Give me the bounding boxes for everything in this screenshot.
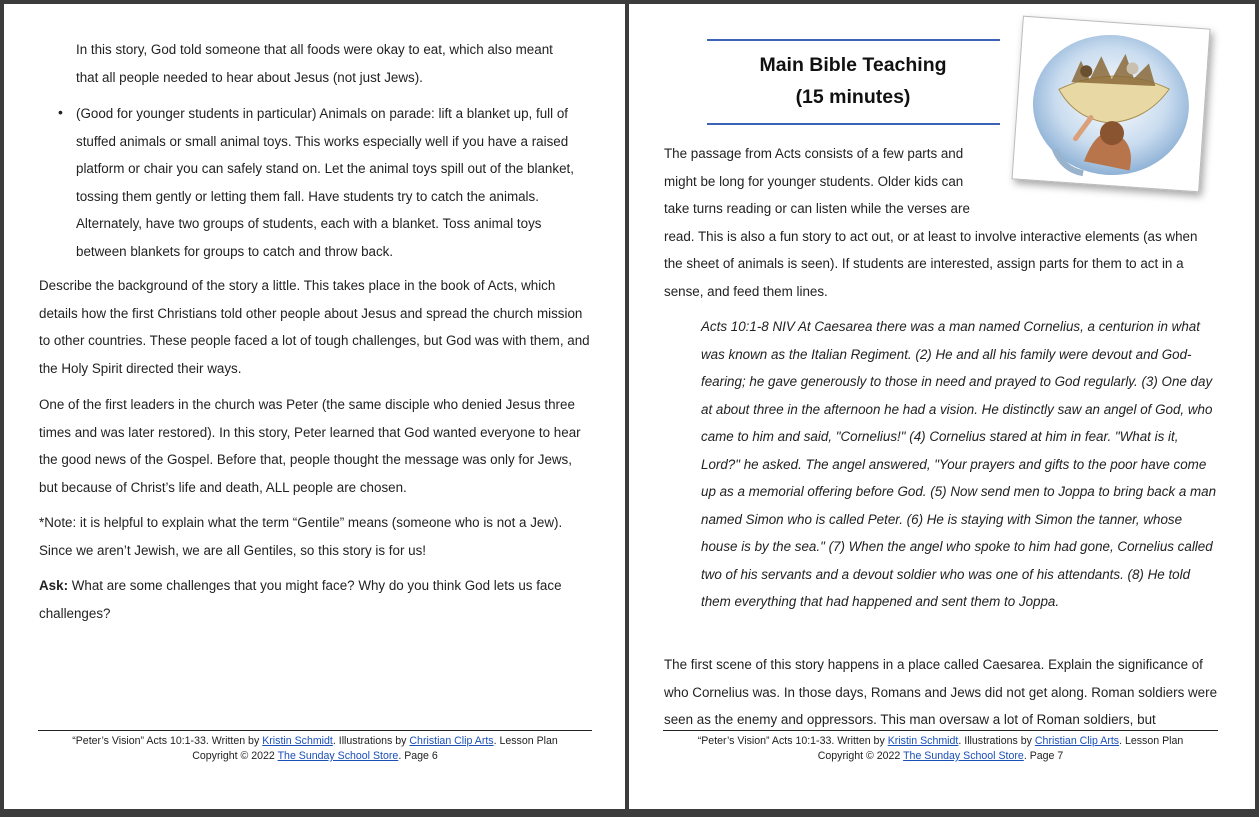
store-link[interactable]: The Sunday School Store xyxy=(277,750,399,762)
paragraph-peter: One of the first leaders in the church was Peter (the same disciple who denied Jesus three times and was later restored). In this story, Peter learned that God wanted everyone to hear the good news of the Gospel. Before that, people thought the message was only for Jews, but because of Christ’s life and death, ALL people are chosen. xyxy=(39,397,581,495)
page-number: . Page 7 xyxy=(1023,750,1064,762)
footer xyxy=(38,730,592,764)
heading-bottom-rule xyxy=(707,123,1000,125)
illustrator-link[interactable]: Christian Clip Arts xyxy=(409,735,494,747)
heading-top-rule xyxy=(707,39,1000,41)
footer-line2 xyxy=(38,749,592,764)
footer-text: . Lesson Plan xyxy=(1119,735,1184,747)
footer-text: Copyright © 2022 xyxy=(817,750,904,762)
heading-title: Main Bible Teaching xyxy=(759,54,947,76)
footer-text: . Illustrations by xyxy=(958,735,1035,747)
store-link[interactable]: The Sunday School Store xyxy=(903,750,1024,762)
footer-line1 xyxy=(38,734,592,749)
footer xyxy=(663,730,1218,764)
paragraph-background: Describe the background of the story a little. This takes place in the book of Acts, which details how the first Christians told other people about Jesus and spread the church mission to other countries. These people faced a lot of tough challenges, but God was with them, and the Holy Spirit directed their ways. xyxy=(39,278,590,376)
intro-paragraph xyxy=(664,140,1219,305)
footer-text: . Illustrations by xyxy=(332,735,410,747)
bullet-icon: • xyxy=(58,104,63,120)
section-heading xyxy=(705,49,1001,113)
author-link[interactable]: Kristin Schmidt xyxy=(262,735,333,747)
footer-text: Copyright © 2022 xyxy=(192,750,278,762)
ask-paragraph xyxy=(39,572,591,627)
footer-text: “Peter’s Vision” Acts 10:1-33. Written by xyxy=(72,735,263,747)
continued-paragraph: In this story, God told someone that all foods were okay to eat, which also meant that all people needed to hear about Jesus (not just Jews). xyxy=(76,42,553,85)
heading-duration: (15 minutes) xyxy=(795,86,911,108)
author-link[interactable]: Kristin Schmidt xyxy=(887,735,959,747)
page-7 xyxy=(629,4,1255,809)
closing-paragraph: The first scene of this story happens in a place called Caesarea. Explain the significance of who Cornelius was. In those days, Romans and Jews did not get along. Roman soldiers were seen as the enemy and oppressors. This man oversaw a lot of Roman soldiers, but xyxy=(664,657,1218,727)
footer-text: . Lesson Plan xyxy=(493,735,558,747)
page-6 xyxy=(4,4,625,809)
ask-label: Ask: xyxy=(39,578,69,593)
page-number: . Page 6 xyxy=(398,750,438,762)
paragraph-note: *Note: it is helpful to explain what the term “Gentile” means (someone who is not a Jew). Since we aren’t Jewish, we are all Gentiles, so this story is for us! xyxy=(39,515,563,558)
bullet-item-animals: (Good for younger students in particular) Animals on parade: lift a blanket up, full of stuffed animals or small animal toys. This works especially well if you have a raised platform or chair you can safely stand on. Let the animal toys spill out of the blanket, tossing them gently or letting them fall. Have students try to catch the animals. Alternately, have two groups of students, each with a blanket. Toss animal toys between blankets for groups to catch and throw back. xyxy=(76,106,574,259)
illustrator-link[interactable]: Christian Clip Arts xyxy=(1034,735,1120,747)
intro-text: The passage from Acts consists of a few parts and might be long for younger students. Older kids can take turns reading or can listen while the verses are read. This is also a fun story to act out, or at least to involve interactive elements (as when the sheet of animals is seen). If students are interested, assign parts for them to act in a sense, and feed them lines. xyxy=(664,146,1198,299)
scripture-passage: Acts 10:1-8 NIV At Caesarea there was a man named Cornelius, a centurion in what was known as the Italian Regiment. (2) He and all his family were devout and God-fearing; he gave generously to those in need and prayed to God regularly. (3) One day at about three in the afternoon he had a vision. He distinctly saw an angel of God, who came to him and said, "Cornelius!" (4) Cornelius stared at him in fear. "What is it, Lord?" he asked. The angel answered, "Your prayers and gifts to the poor have come up as a memorial offering before God. (5) Now send men to Joppa to bring back a man named Simon who is called Peter. (6) He is staying with Simon the tanner, whose house is by the sea." (7) When the angel who spoke to him had gone, Cornelius called two of his servants and a devout soldier who was one of his attendants. (8) He told them everything that had happened and sent them to Joppa. xyxy=(701,319,1217,609)
footer-text: “Peter’s Vision” Acts 10:1-33. Written by xyxy=(697,735,888,747)
ask-text: What are some challenges that you might face? Why do you think God lets us face challenges? xyxy=(39,578,562,621)
footer-line1 xyxy=(663,734,1218,749)
footer-line2 xyxy=(663,749,1218,764)
